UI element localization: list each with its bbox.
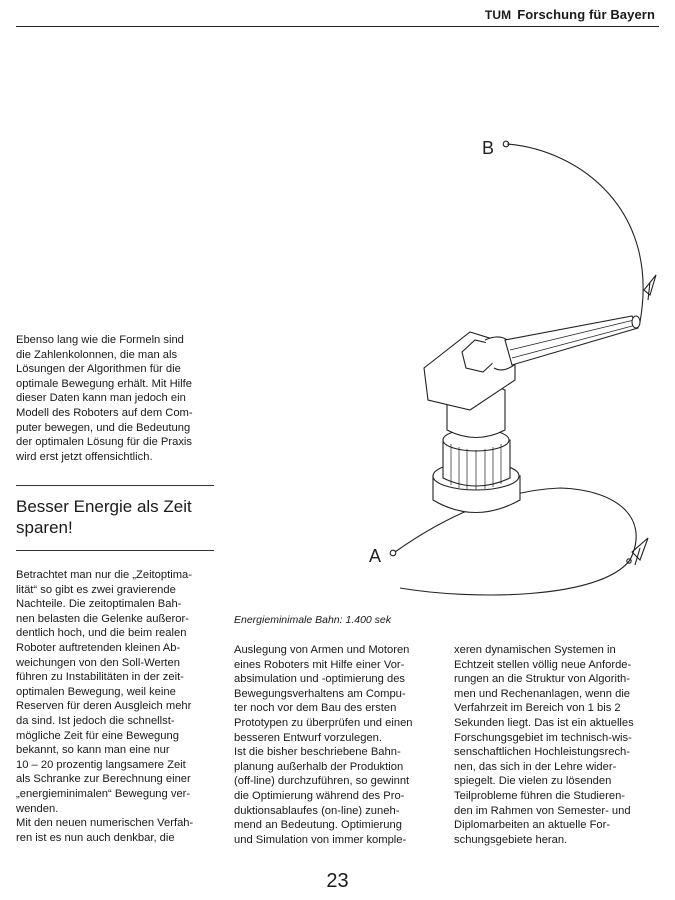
column3-line: Sekunden liegt. Das ist ein aktuelles xyxy=(454,716,634,729)
column1-line: lität“ so gibt es zwei gravierende xyxy=(16,583,176,596)
tum-logo: TUM xyxy=(484,8,512,22)
column1-line: Betrachtet man nur die „Zeitoptima- xyxy=(16,569,192,581)
point-a-marker xyxy=(390,550,396,556)
text-column-1 xyxy=(16,568,216,845)
column2-line: Ist die bisher beschriebene Bahn- xyxy=(234,746,401,759)
robot-drawing xyxy=(424,316,640,513)
column3-line: Diplomarbeiten an aktuelle For- xyxy=(454,819,611,832)
figure-caption: Energieminimale Bahn: 1.400 sek xyxy=(234,614,392,626)
column1-line: Nachteile. Die zeitoptimalen Bah- xyxy=(16,598,182,611)
column2-line: besseren Entwurf vorzulegen. xyxy=(234,731,383,744)
column2-line: Bewegungsverhaltens am Compu- xyxy=(234,687,406,700)
column3-line: Echtzeit stellen völlig neue Anforde- xyxy=(454,658,632,671)
text-column-3 xyxy=(454,643,659,847)
column1-line: optimalen Bewegung, weil keine xyxy=(16,685,176,698)
column2-line: ter noch vor dem Bau des ersten xyxy=(234,702,397,715)
column2-line: die Optimierung während des Pro- xyxy=(234,789,405,802)
column3-line: xeren dynamischen Systemen in xyxy=(454,644,616,656)
column1-line: weichungen von den Soll-Werten xyxy=(16,656,180,669)
energy-trajectory-lower xyxy=(395,488,636,595)
column1-line: wenden. xyxy=(16,802,59,815)
column1-line: Reserven für deren Ausgleich mehr xyxy=(16,700,192,713)
intro-line: die Zahlenkolonnen, die man als xyxy=(16,348,178,361)
column3-line: men und Rechenanlagen, wenn die xyxy=(454,687,631,700)
column2-line: planung außerhalb der Produktion xyxy=(234,760,404,773)
column3-line: Verfahrzeit im Bereich von 1 bis 2 xyxy=(454,702,621,715)
header-title: Forschung für Bayern xyxy=(517,7,655,22)
robot-forearm xyxy=(505,316,638,365)
intro-line: wird erst jetzt offensichtlich. xyxy=(16,450,153,463)
point-b-label: B xyxy=(482,138,495,158)
column2-line: Auslegung von Armen und Motoren xyxy=(234,644,410,656)
column3-line: nen, das sich in der Lehre wider- xyxy=(454,760,617,773)
column1-line: als Schranke zur Berechnung einer xyxy=(16,773,191,786)
column2-line: Prototypen zu überprüfen und einen xyxy=(234,716,413,729)
column3-line: Teilprobleme führen die Studieren- xyxy=(454,789,626,802)
column2-line: eines Roboters mit Hilfe einer Vor- xyxy=(234,658,405,671)
intro-line: puter bewegen, und die Bedeutung xyxy=(16,421,191,434)
column1-line: bekannt, so kann man eine nur xyxy=(16,744,170,757)
heading-line: Besser Energie als Zeit xyxy=(16,497,192,516)
text-column-2 xyxy=(234,643,434,847)
column2-line: mend an Bedeutung. Optimierung xyxy=(234,819,402,832)
column1-line: 10 – 20 prozentig langsamere Zeit xyxy=(16,758,186,771)
column1-line: Mit den neuen numerischen Verfah- xyxy=(16,817,194,830)
intro-line: Ebenso lang wie die Formeln sind xyxy=(16,334,184,346)
intro-line: der optimalen Lösung für die Praxis xyxy=(16,436,192,449)
column2-line: duktionsablaufes (on-line) zuneh- xyxy=(234,804,400,817)
intro-line: Modell des Roboters auf dem Com- xyxy=(16,406,193,419)
column1-line: dentlich hoch, und die beim realen xyxy=(16,627,187,640)
column1-line: Roboter auftretenden kleinen Ab- xyxy=(16,641,181,654)
column1-line: da sind. Ist jedoch die schnellst- xyxy=(16,714,175,727)
robot-tool-tip xyxy=(632,316,640,328)
column3-line: spiegelt. Die vielen zu lösenden xyxy=(454,775,612,788)
column3-line: rungen an die Struktur von Algorith- xyxy=(454,673,630,686)
column3-line: Forschungsgebiet im technisch-wis- xyxy=(454,731,632,744)
point-a-label: A xyxy=(369,546,382,566)
column2-line: (off-line) durchzuführen, so gewinnt xyxy=(234,775,410,788)
column1-line: führen zu Instabilitäten in der zeit- xyxy=(16,671,184,684)
column1-line: mögliche Zeit für eine Bewegung xyxy=(16,729,179,742)
intro-line: dieser Daten kann man jedoch ein xyxy=(16,392,186,405)
column2-line: und Simulation von immer komple- xyxy=(234,833,407,846)
intro-line: optimale Bewegung erhält. Mit Hilfe xyxy=(16,377,192,390)
column1-line: nen belasten die Gelenke außeror- xyxy=(16,612,189,625)
intro-line: Lösungen der Algorithmen für die xyxy=(16,363,181,376)
energy-trajectory-upper xyxy=(507,144,643,322)
column1-line: ren ist es nun auch denkbar, die xyxy=(16,831,175,844)
column2-line: absimulation und -optimierung des xyxy=(234,673,406,686)
heading-line: sparen! xyxy=(16,518,73,537)
column3-line: senschaftlichen Hochleistungsrech- xyxy=(454,746,630,759)
column3-line: den im Rahmen von Semester- und xyxy=(454,804,631,817)
trajectory-arrow-lower xyxy=(632,538,648,565)
column3-line: schungsgebiete heran. xyxy=(454,833,568,846)
trajectory-arrow-upper xyxy=(644,275,656,300)
page-number: 23 xyxy=(326,870,349,892)
column1-line: „energieminimalen“ Bewegung ver- xyxy=(16,787,191,800)
